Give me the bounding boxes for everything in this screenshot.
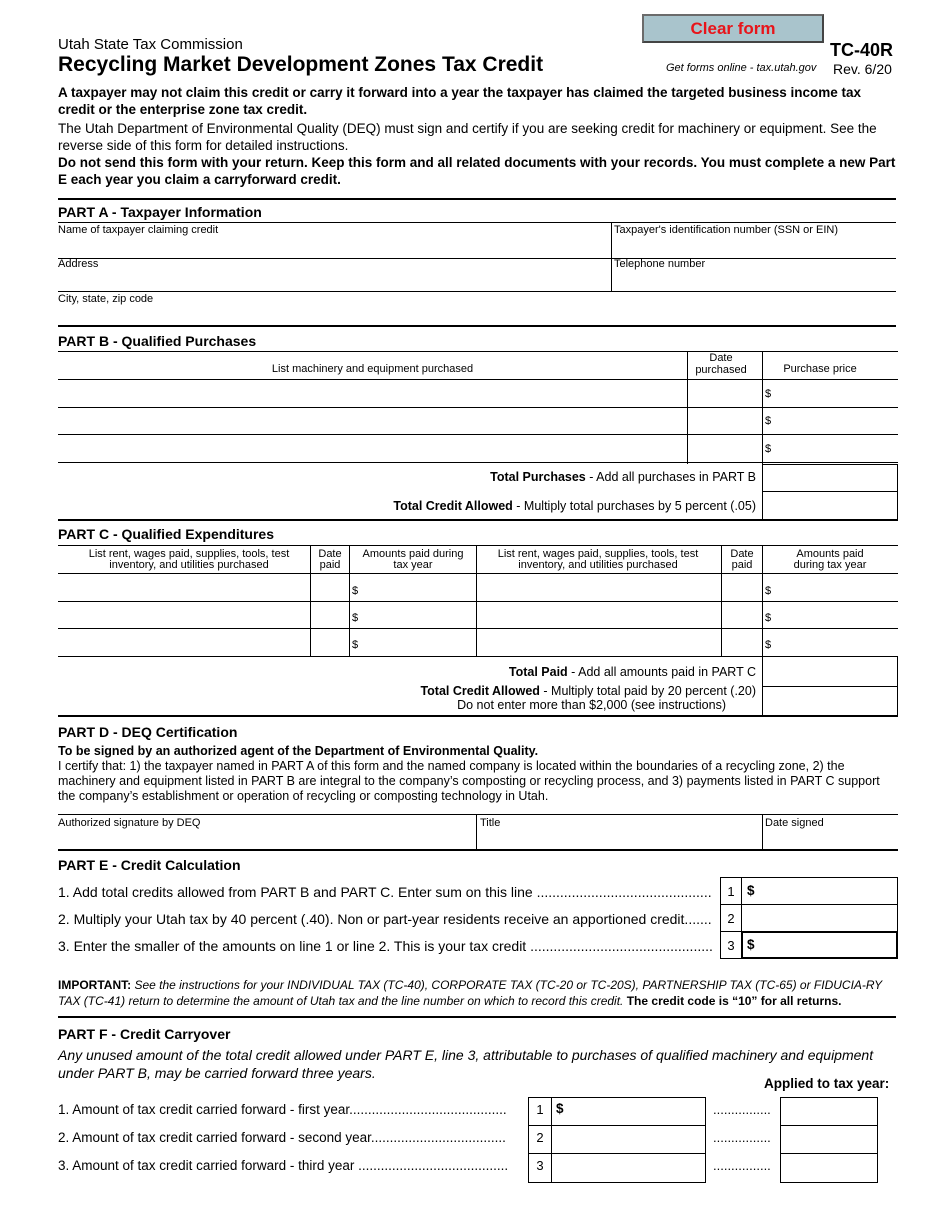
important-note: IMPORTANT: See the instructions for your INDIVIDUAL TAX (TC-40), CORPORATE TAX (TC-20 or TC-20S), PARTNERSHIP TAX (TC-65) or FIDUCIA-RY TAX (TC-41) return to determine the amount of Utah tax and the line number on which to record this credit. The credit code is “10” for all returns.: [58, 978, 882, 1008]
intro-warning: A taxpayer may not claim this credit or carry it forward into a year the taxpayer has claimed the targeted business income tax credit or the enterprise zone tax credit.: [58, 85, 862, 117]
tax-year-1-field[interactable]: [782, 1099, 876, 1123]
divider: [58, 291, 896, 292]
part-c-item-field[interactable]: [60, 630, 308, 652]
divider: [762, 814, 763, 850]
divider: [762, 491, 898, 492]
part-b-date-field[interactable]: [689, 409, 761, 433]
leader-dots: ................: [713, 1102, 771, 1117]
part-c-credit-note: Do not enter more than $2,000 (see instructions): [457, 698, 726, 712]
applied-to-tax-year-label: Applied to tax year:: [764, 1076, 890, 1091]
part-c-date-field[interactable]: [723, 630, 760, 652]
part-c-col-list: List rent, wages paid, supplies, tools, test inventory, and utilities purchased: [497, 548, 699, 571]
part-c-item-field[interactable]: [478, 576, 719, 598]
part-b-price-field[interactable]: [774, 409, 896, 433]
dollar-sign: $: [765, 388, 772, 400]
taxpayer-name-label: Name of taxpayer claiming credit: [58, 224, 219, 236]
taxpayer-id-label: Taxpayer's identification number (SSN or EIN): [614, 224, 839, 236]
part-b-title: PART B - Qualified Purchases: [58, 333, 257, 349]
part-b-item-field[interactable]: [60, 436, 685, 460]
online-note: Get forms online - tax.utah.gov: [666, 62, 817, 74]
part-c-date-field[interactable]: [312, 630, 348, 652]
part-c-item-field[interactable]: [478, 630, 719, 652]
part-e-line-3-field[interactable]: [758, 934, 895, 956]
deq-title-label: Title: [480, 817, 501, 829]
part-d-subtitle: To be signed by an authorized agent of the Department of Environmental Quality.: [58, 744, 539, 758]
part-c-item-field[interactable]: [60, 603, 308, 625]
divider: [58, 849, 898, 851]
part-f-line-2-field[interactable]: [554, 1127, 704, 1151]
part-f-title: PART F - Credit Carryover: [58, 1026, 231, 1042]
divider: [58, 628, 898, 629]
part-c-credit-label: Total Credit Allowed - Multiply total paid by 20 percent (.20): [420, 684, 756, 698]
dollar-sign: $: [765, 585, 772, 597]
part-f-text: Any unused amount of the total credit allowed under PART E, line 3, attributable to purchases of qualified machinery and equipment under PART B, may be carried forward three years.: [58, 1047, 874, 1081]
line-number: 2: [727, 911, 735, 926]
intro-keep: Do not send this form with your return. Keep this form and all related documents with your records. You must complete a new Part E each year you claim a carryforward credit.: [58, 155, 896, 187]
taxpayer-name-field[interactable]: [58, 236, 608, 256]
address-field[interactable]: [58, 270, 608, 290]
date-signed-field[interactable]: [765, 830, 895, 848]
divider: [528, 1125, 706, 1126]
divider: [58, 325, 896, 327]
leader-dots: ................: [713, 1158, 771, 1173]
part-e-line-3-label: 3. Enter the smaller of the amounts on line 1 or line 2. This is your tax credit ...............................................: [58, 938, 713, 954]
part-f-line-1-label: 1. Amount of tax credit carried forward - first year..........................................: [58, 1102, 507, 1117]
line-number: 3: [727, 938, 735, 953]
deq-signature-field[interactable]: [58, 830, 472, 848]
total-purchases-label: Total Purchases - Add all purchases in PART B: [490, 470, 756, 484]
divider: [780, 1125, 878, 1126]
part-b-item-field[interactable]: [60, 409, 685, 433]
divider: [897, 464, 898, 520]
divider: [58, 573, 898, 574]
dollar-sign: $: [352, 612, 359, 624]
city-field[interactable]: [58, 305, 896, 323]
part-c-amount-field[interactable]: [362, 603, 474, 625]
divider: [58, 814, 898, 815]
part-c-item-field[interactable]: [60, 576, 308, 598]
city-label: City, state, zip code: [58, 293, 154, 305]
part-b-credit-label: Total Credit Allowed - Multiply total purchases by 5 percent (.05): [393, 499, 756, 513]
agency-name: Utah State Tax Commission: [58, 36, 243, 53]
revision: Rev. 6/20: [833, 61, 892, 77]
part-c-amount-field[interactable]: [775, 630, 896, 652]
part-b-col-price: Purchase price: [783, 363, 857, 375]
line-number: 3: [536, 1158, 544, 1173]
address-label: Address: [58, 258, 99, 270]
line-number: 1: [536, 1102, 544, 1117]
part-b-date-field[interactable]: [689, 381, 761, 405]
part-c-amount-field[interactable]: [775, 576, 896, 598]
total-paid-field[interactable]: [764, 659, 896, 683]
divider: [58, 258, 896, 259]
divider: [58, 434, 898, 435]
telephone-field[interactable]: [614, 270, 894, 290]
part-f-line-3-field[interactable]: [554, 1155, 704, 1179]
part-e-line-2-label: 2. Multiply your Utah tax by 40 percent (.40). Non or part-year residents receive an apportioned credit.......: [58, 911, 712, 927]
divider: [58, 545, 898, 546]
divider: [762, 686, 898, 687]
clear-form-button[interactable]: Clear form: [642, 14, 824, 43]
total-purchases-field[interactable]: [764, 466, 896, 490]
part-f-line-2-label: 2. Amount of tax credit carried forward - second year....................................: [58, 1130, 506, 1145]
dollar-sign: $: [352, 639, 359, 651]
divider: [58, 222, 896, 223]
divider: [58, 1016, 896, 1018]
dollar-sign: $: [765, 443, 772, 455]
part-b-credit-field[interactable]: [764, 494, 896, 518]
part-c-title: PART C - Qualified Expenditures: [58, 526, 274, 542]
divider: [720, 904, 898, 905]
part-c-credit-field[interactable]: [764, 689, 896, 713]
line-number: 1: [727, 884, 735, 899]
divider: [611, 222, 612, 292]
part-c-col-date: Date paid: [730, 548, 754, 571]
part-b-item-field[interactable]: [60, 381, 685, 405]
date-signed-label: Date signed: [765, 817, 824, 829]
part-d-title: PART D - DEQ Certification: [58, 724, 238, 740]
form-title: Recycling Market Development Zones Tax Credit: [58, 53, 544, 76]
part-b-price-field[interactable]: [774, 381, 896, 405]
part-b-date-field[interactable]: [689, 436, 761, 460]
part-e-line-1-label: 1. Add total credits allowed from PART B and PART C. Enter sum on this line .............................................: [58, 884, 712, 900]
tax-year-2-field[interactable]: [782, 1127, 876, 1151]
divider: [528, 1153, 706, 1154]
divider: [58, 351, 898, 352]
part-e-line-2-field[interactable]: [745, 906, 896, 929]
dollar-sign: $: [765, 639, 772, 651]
part-f-line-3-label: 3. Amount of tax credit carried forward - third year ........................................: [58, 1158, 509, 1173]
taxpayer-id-field[interactable]: [614, 236, 894, 256]
divider: [58, 715, 898, 717]
part-d-certification-text: I certify that: 1) the taxpayer named in PART A of this form and the named company is located within the boundaries of a recycling zone, 2) the machinery and equipment listed in PART B are integral to the company’s composting or recycling process, and 3) payments listed in PART C support the company’s establishment or operation of recycling or composting technology in Utah.: [58, 759, 880, 803]
leader-dots: ................: [713, 1130, 771, 1145]
part-b-col-date: Date purchased: [695, 352, 747, 376]
dollar-sign: $: [765, 415, 772, 427]
divider: [476, 814, 477, 850]
part-e-title: PART E - Credit Calculation: [58, 857, 241, 873]
divider: [58, 379, 898, 380]
dollar-sign: $: [556, 1101, 564, 1116]
intro-deq: The Utah Department of Environmental Quality (DEQ) must sign and certify if you are seeking credit for machinery or equipment. See the reverse side of this form for detailed instructions.: [58, 121, 877, 153]
dollar-sign: $: [352, 585, 359, 597]
part-c-amount-field[interactable]: [362, 576, 474, 598]
part-b-col-list: List machinery and equipment purchased: [271, 363, 474, 375]
divider: [58, 601, 898, 602]
divider: [762, 464, 898, 465]
divider: [58, 407, 898, 408]
part-c-date-field[interactable]: [723, 603, 760, 625]
tax-year-3-field[interactable]: [782, 1155, 876, 1179]
divider: [780, 1153, 878, 1154]
divider: [58, 198, 896, 200]
divider: [58, 656, 898, 657]
line-number: 2: [536, 1130, 544, 1145]
dollar-sign: $: [747, 883, 755, 898]
part-e-line-1-field[interactable]: [758, 879, 896, 902]
form-number: TC-40R: [830, 40, 894, 60]
part-c-date-field[interactable]: [312, 576, 348, 598]
deq-signature-label: Authorized signature by DEQ: [58, 817, 201, 829]
part-c-col-amount: Amounts paid during tax year: [362, 548, 464, 571]
part-c-amount-field[interactable]: [775, 603, 896, 625]
part-c-item-field[interactable]: [478, 603, 719, 625]
part-f-line-1-field[interactable]: [567, 1099, 704, 1123]
divider: [551, 1097, 552, 1183]
divider: [762, 351, 763, 520]
part-c-amount-field[interactable]: [362, 630, 474, 652]
part-b-price-field[interactable]: [774, 436, 896, 460]
dollar-sign: $: [747, 937, 755, 952]
deq-title-field[interactable]: [480, 830, 758, 848]
divider: [58, 519, 898, 521]
part-c-date-field[interactable]: [723, 576, 760, 598]
part-c-col-amount: Amounts paid during tax year: [793, 548, 867, 571]
part-c-col-date: Date paid: [318, 548, 342, 571]
telephone-label: Telephone number: [614, 258, 706, 270]
part-c-date-field[interactable]: [312, 603, 348, 625]
part-c-col-list: List rent, wages paid, supplies, tools, test inventory, and utilities purchased: [88, 548, 290, 571]
total-paid-label: Total Paid - Add all amounts paid in PART C: [508, 665, 756, 679]
part-a-title: PART A - Taxpayer Information: [58, 204, 262, 220]
dollar-sign: $: [765, 612, 772, 624]
divider: [58, 462, 898, 463]
